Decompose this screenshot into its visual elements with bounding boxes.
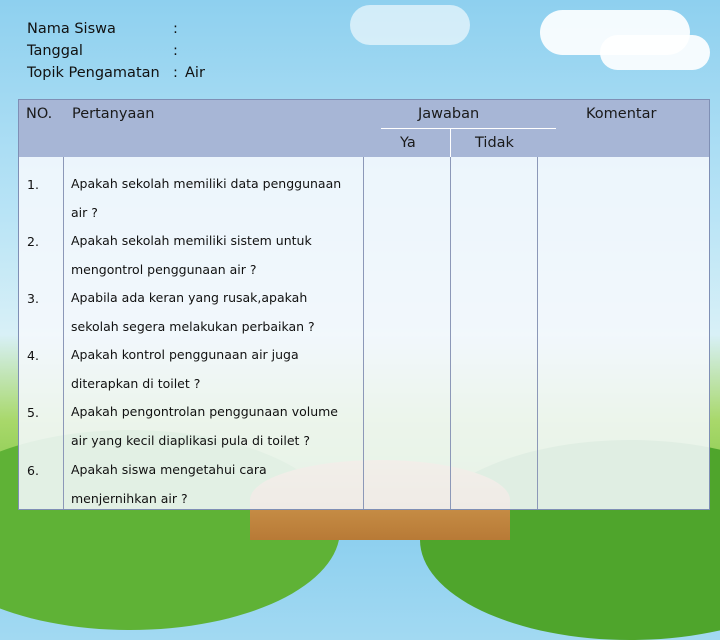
background-cloud: [350, 5, 470, 45]
row-number: 5.: [27, 405, 39, 420]
row-number: 1.: [27, 177, 39, 192]
row-question: Apabila ada keran yang rusak,apakah sekolah segera melakukan perbaikan ?: [71, 290, 315, 334]
header-divider: [381, 128, 556, 129]
table-row: [19, 452, 379, 509]
row-question: Apakah siswa mengetahui cara menjernihkan air ?: [71, 462, 267, 506]
header-row-nama: [27, 18, 205, 40]
column-header-tidak: Tidak: [475, 135, 514, 151]
column-divider: [537, 157, 538, 509]
background-cloud: [600, 35, 710, 70]
table-row: [19, 223, 379, 280]
header-separator: :: [173, 21, 178, 37]
column-divider: [450, 157, 451, 509]
row-number: 2.: [27, 234, 39, 249]
column-header-pertanyaan: Pertanyaan: [72, 106, 155, 122]
header-row-tanggal: [27, 40, 205, 62]
row-number: 6.: [27, 463, 39, 478]
row-question: Apakah sekolah memiliki sistem untuk mengontrol penggunaan air ?: [71, 233, 312, 277]
row-number: 3.: [27, 291, 39, 306]
table-row: [19, 280, 379, 337]
row-question: Apakah kontrol penggunaan air juga diterapkan di toilet ?: [71, 347, 299, 391]
header-divider: [450, 129, 451, 157]
row-question: Apakah sekolah memiliki data penggunaan air ?: [71, 176, 342, 220]
header-value: Air: [185, 65, 205, 81]
column-header-ya: Ya: [400, 135, 416, 151]
row-question: Apakah pengontrolan penggunaan volume air yang kecil diaplikasi pula di toilet ?: [71, 404, 338, 448]
table-row: [19, 337, 379, 394]
header-row-topik: [27, 62, 205, 84]
observation-table: [18, 99, 710, 510]
header-label: Nama Siswa: [27, 21, 116, 37]
table-header: [19, 100, 709, 157]
header-separator: :: [173, 43, 178, 59]
header-label: Tanggal: [27, 43, 83, 59]
student-info-header: [27, 18, 205, 84]
table-row: [19, 394, 379, 451]
column-header-komentar: Komentar: [586, 106, 657, 122]
header-label: Topik Pengamatan: [27, 65, 160, 81]
table-row: [19, 166, 379, 223]
column-header-no: NO.: [26, 106, 53, 122]
header-separator: :: [173, 65, 178, 81]
row-number: 4.: [27, 348, 39, 363]
column-header-jawaban: Jawaban: [418, 106, 480, 122]
